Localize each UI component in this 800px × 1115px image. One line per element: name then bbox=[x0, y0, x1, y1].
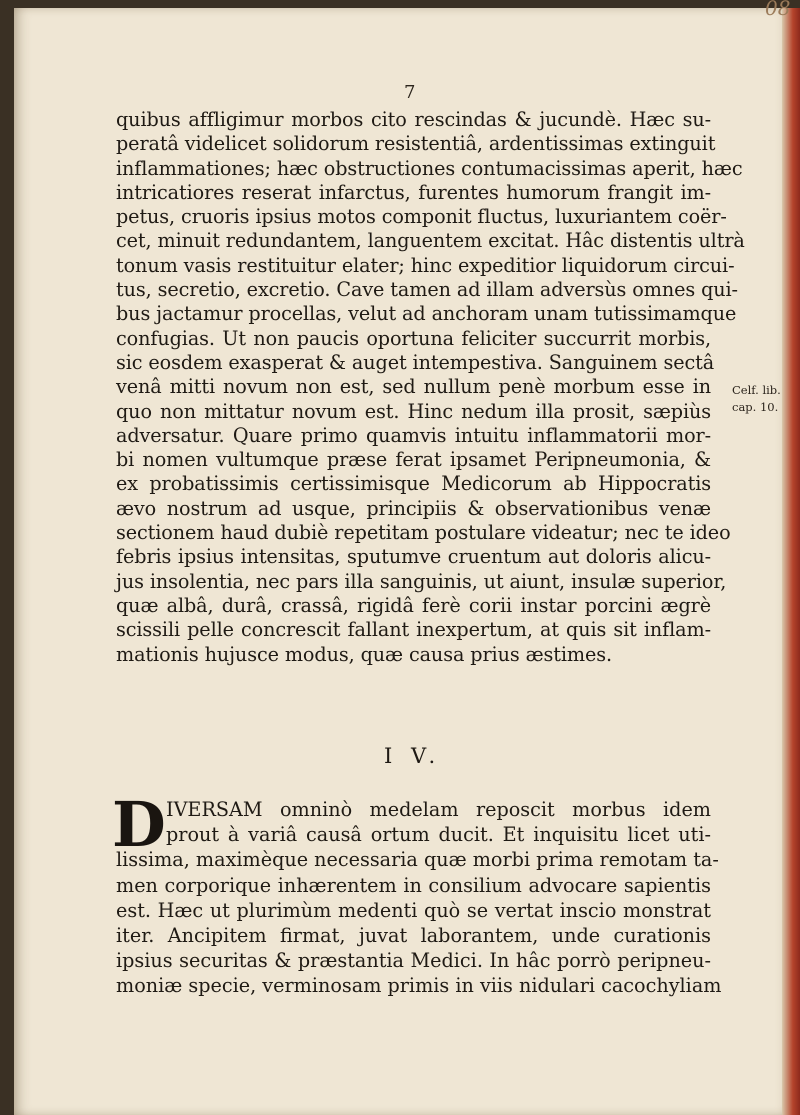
text-line: ipsius securitas & præstantia Medici. In hâc porrò peripneu- bbox=[116, 949, 711, 973]
text-line: moniæ specie, verminosam primis in viis nidulari cacochyliam bbox=[116, 974, 722, 998]
text-line: IVERSAM omninò medelam reposcit morbus idem bbox=[166, 798, 711, 821]
text-line: bus jactamur procellas, velut ad anchoram unam tutissimamque bbox=[116, 302, 737, 326]
text-line: quæ albâ, durâ, crassâ, rigidâ ferè corii instar porcini ægrè bbox=[116, 593, 711, 617]
section-paragraph bbox=[112, 788, 722, 999]
text-line: venâ mitti novum non est, sed nullum penè morbum esse in bbox=[116, 375, 711, 399]
book-edge bbox=[782, 8, 800, 1115]
text-line: febris ipsius intensitas, sputumve cruentum aut doloris alicu- bbox=[116, 545, 711, 569]
text-line: confugias. Ut non paucis oportuna feliciter succurrit morbis, bbox=[116, 326, 711, 350]
text-line: scissili pelle concrescit fallant inexpertum, at quis sit inflam- bbox=[116, 618, 711, 642]
text-line: iter. Ancipitem firmat, juvat laborantem, unde curationis bbox=[116, 923, 711, 947]
margin-note-line: Celf. lib. bbox=[732, 383, 781, 397]
text-line: men corporique inhærentem in consilium advocare sapientis bbox=[116, 873, 711, 897]
corner-mark: 08 bbox=[765, 0, 791, 20]
text-line: lissima, maximèque necessaria quæ morbi prima remotam ta- bbox=[116, 848, 719, 872]
text-line: cet, minuit redundantem, languentem excitat. Hâc distentis ultrà bbox=[116, 229, 745, 253]
page-number: 7 bbox=[404, 82, 416, 103]
text-line: sic eosdem exasperat & auget intempestiva. Sanguinem sectâ bbox=[116, 350, 715, 374]
text-line: inflammationes; hæc obstructiones contumacissimas aperit, hæc bbox=[116, 156, 743, 180]
main-paragraph bbox=[116, 108, 745, 667]
text-line: mationis hujusce modus, quæ causa prius æstimes. bbox=[116, 642, 612, 666]
text-line: bi nomen vultumque præse ferat ipsamet Peripneumonia, & bbox=[116, 448, 711, 472]
text-line: ævo nostrum ad usque, principiis & observationibus venæ bbox=[116, 496, 711, 520]
text-line: tus, secretio, excretio. Cave tamen ad illam adversùs omnes qui- bbox=[116, 278, 738, 302]
text-line: quibus affligimur morbos cito rescindas & jucundè. Hæc su- bbox=[116, 108, 711, 131]
margin-note bbox=[732, 382, 781, 416]
text-line: est. Hæc ut plurimùm medenti quò se vertat inscio monstrat bbox=[116, 898, 711, 922]
text-line: peratâ videlicet solidorum resistentiâ, ardentissimas extinguit bbox=[116, 132, 716, 156]
text-line: tonum vasis restituitur elater; hinc expeditior liquidorum circui- bbox=[116, 253, 735, 277]
drop-cap: D bbox=[112, 788, 166, 861]
text-line: prout à variâ causâ ortum ducit. Et inquisitu licet uti- bbox=[166, 823, 711, 847]
margin-note-line: cap. 10. bbox=[732, 400, 779, 414]
text-line: jus insolentia, nec pars illa sanguinis, ut aiunt, insulæ superior, bbox=[116, 569, 727, 593]
text-line: adversatur. Quare primo quamvis intuitu inflammatorii mor- bbox=[116, 423, 711, 447]
text-line: intricatiores reserat infarctus, furentes humorum frangit im- bbox=[116, 180, 711, 204]
text-line: ex probatissimis certissimisque Medicorum ab Hippocratis bbox=[116, 472, 711, 496]
text-line: sectionem haud dubiè repetitam postulare videatur; nec te ideo bbox=[116, 521, 731, 545]
section-heading: I V. bbox=[384, 744, 442, 768]
text-line: quo non mittatur novum est. Hinc nedum illa prosit, sæpiùs bbox=[116, 399, 711, 423]
text-line: petus, cruoris ipsius motos componit fluctus, luxuriantem coër- bbox=[116, 205, 727, 229]
